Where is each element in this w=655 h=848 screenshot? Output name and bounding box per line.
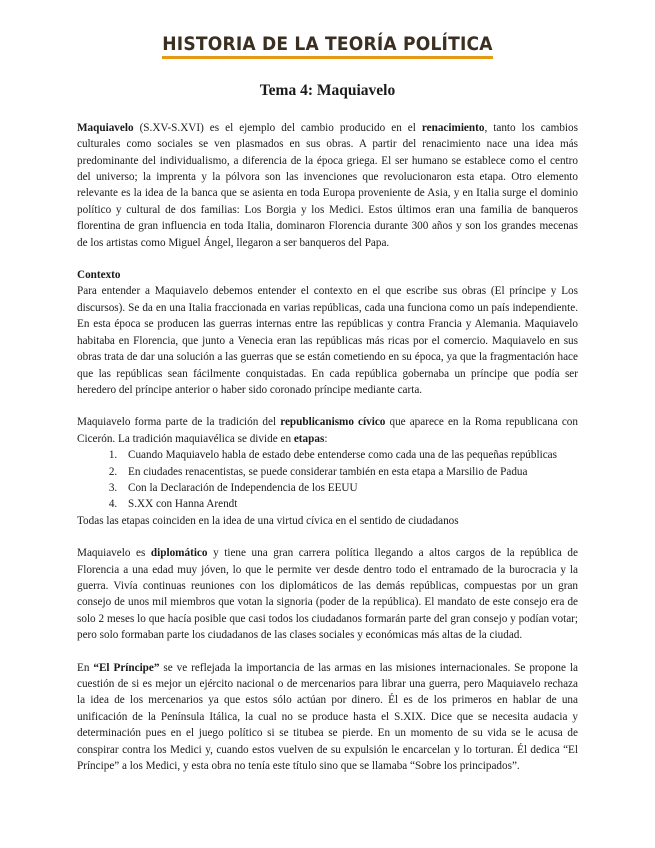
after-list-text: Todas las etapas coinciden en la idea de una virtud cívica en el sentido de ciudadanos (77, 514, 459, 527)
diplomatico-text-2: y tiene una gran carrera política llegando a altos cargos de la república de Florencia a una edad muy jóven, lo que le permite ver desde dentro todo el entramado de la burocracia y la guerra. Vivía continuas reuniones con los diplomáticos de las demás repúblicas, compuestas por un gran consejo de unos mil miembros que votan la signoria (poder de la república). El mandato de este consejo era de solo 2 meses lo que hacía posible que casi todos los ciudadanos formarán parte del gran consejo y podían votar; pero solo formaban parte los ciudadanos de las clases sociales y económicas más altas de la ciudad. (77, 547, 578, 642)
document-title: Tema 4: Maquiavelo (259, 82, 396, 100)
intro-bold-renacimiento: renacimiento (421, 121, 485, 134)
header-title: HISTORIA DE LA TEORÍA POLÍTICA (162, 36, 492, 59)
diplomatico-paragraph (77, 545, 578, 643)
contexto-p2-text-3: : (324, 432, 328, 445)
list-item: 3. Con la Declaración de Independencia de los EEUU (120, 480, 578, 496)
page-header (77, 33, 578, 59)
principe-paragraph (77, 660, 578, 775)
section-heading-contexto: Contexto (77, 269, 121, 282)
contexto-p2-text-2: que aparece en la Roma republicana con Cicerón. La tradición maquiavélica se divide en (77, 416, 578, 445)
principe-bold: “El Príncipe” (93, 661, 160, 674)
contexto-p2-bold-republicanismo: republicanismo cívico (280, 416, 386, 429)
contexto-paragraph-1: Para entender a Maquiavelo debemos entender el contexto en el que escribe sus obras (El príncipe y Los discursos). Se da en una Italia fraccionada en varias repúblicas, cada una funciona como un país independiente. En esta época se producen las guerras internas entre las repúblicas y contra Francia y Alemania. Maquiavelo habitaba en Florencia, que junto a Venecia eran las repúblicas más ricas por el comercio. Maquiavelo en sus obras trata de dar una solución a las guerras que se están cometiendo en su época, ya que la fragmentación hace que las repúblicas sean fácilmente conquistadas. En cada república gobernaba un príncipe que podía ser heredero del príncipe anterior o haber sido coronado príncipe mediante carta. (77, 285, 578, 396)
diplomatico-bold: diplomático (150, 547, 208, 560)
intro-text-2: , tanto los cambios culturales como sociales se ven plasmados en sus obras. A partir del renacimiento nace una idea más predominante del individualismo, a diferencia de la época griega. El ser humano se establece como el centro del universo; la imprenta y la pólvora son las invenciones que revolucionaron esta etapa. Otro elemento relevante es la idea de la banca que se asienta en toda Europa proveniente de Asia, y en Italia surge el dominio político y cultural de dos familias: Los Borgia y los Medici. Estos últimos eran una familia de banqueros florentina de gran influencia en toda Italia, dominaron Florencia durante 300 años y son los grandes mecenas de los artistas como Miguel Ángel, llegaron a ser banqueros del Papa. (77, 121, 578, 249)
diplomatico-text-1: Maquiavelo es (77, 547, 151, 560)
principe-text-2: se ve reflejada la importancia de las armas en las misiones internacionales. Se propone la cuestión de si es mejor un ejército nacional o de mercenarios para librar una guerra, pero Maquiavelo rechaza la idea de los mercenarios ya que estos sólo actúan por dinero. Él es de los primeros en hablar de una unificación de la Península Itálica, la cual no se produce hasta el S.XIX. Dice que se necesita audacia y determinación pues en el juego político si se titubea se pierde. En un momento de su vida se le acusa de conspirar contra los Medici y, cuando estos vuelven de su expulsión le encarcelan y lo torturan. Él dedica “El Príncipe” a los Medici, y esta obra no tenía este título sino que se llamaba “Sobre los principados”. (77, 661, 578, 773)
intro-paragraph (77, 120, 578, 251)
contexto-paragraph-2 (77, 414, 578, 447)
principe-text-1: En (77, 661, 94, 674)
intro-bold-maquiavelo: Maquiavelo (77, 121, 134, 134)
list-item: 1. Cuando Maquiavelo habla de estado debe entenderse como cada una de las pequeñas repúblicas (120, 447, 578, 463)
list-item: 2. En ciudades renacentistas, se puede considerar también en esta etapa a Marsilio de Padua (120, 464, 578, 480)
intro-text-1: (S.XV-S.XVI) es el ejemplo del cambio producido en el (133, 121, 422, 134)
list-item: 4. S.XX con Hanna Arendt (120, 496, 578, 512)
etapas-list (77, 447, 578, 513)
contexto-p2-text-1: Maquiavelo forma parte de la tradición del (77, 416, 281, 429)
contexto-p2-bold-etapas: etapas (293, 432, 325, 445)
